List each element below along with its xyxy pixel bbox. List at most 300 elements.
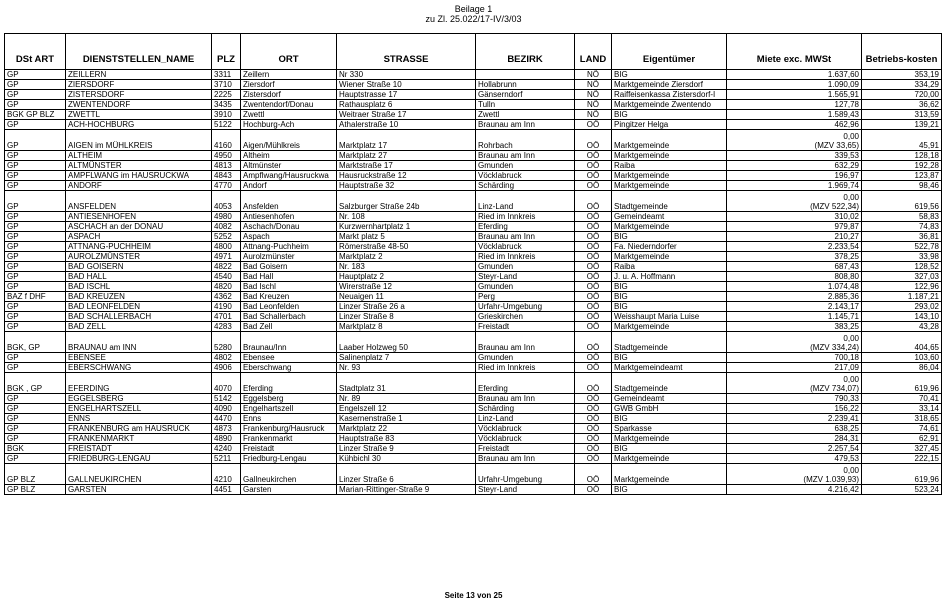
dienststelle-name-cell: FREISTADT <box>66 444 212 454</box>
land-cell: NÖ <box>575 100 612 110</box>
eigentuemer-cell: Marktgemeinde <box>612 252 727 262</box>
miete-cell: 1.074,48 <box>727 282 862 292</box>
dst-art-cell: GP <box>5 363 66 373</box>
dst-art-cell: GP <box>5 191 66 212</box>
ort-cell: Frankenmarkt <box>241 434 337 444</box>
table-row <box>5 322 942 332</box>
plz-cell: 3910 <box>212 110 241 120</box>
bezirk-cell: Vöcklabruck <box>476 424 575 434</box>
miete-cell: 632,29 <box>727 161 862 171</box>
table-row <box>5 363 942 373</box>
dienststelle-name-cell: FRIEDBURG-LENGAU <box>66 454 212 464</box>
betriebskosten-cell: 293,02 <box>862 302 942 312</box>
strasse-cell: Hauptstrasse 17 <box>337 90 476 100</box>
miete-cell: 979,87 <box>727 222 862 232</box>
land-cell: OÖ <box>575 191 612 212</box>
land-cell: OÖ <box>575 363 612 373</box>
miete-cell <box>727 130 862 151</box>
dienststelle-name-cell: ALTHEIM <box>66 151 212 161</box>
column-header-bezirk: BEZIRK <box>476 34 575 70</box>
dst-art-cell: GP <box>5 414 66 424</box>
land-cell: OÖ <box>575 454 612 464</box>
plz-cell: 4283 <box>212 322 241 332</box>
miete-cell: 1.589,43 <box>727 110 862 120</box>
bezirk-cell: Eferding <box>476 373 575 394</box>
land-cell: NÖ <box>575 70 612 80</box>
land-cell: OÖ <box>575 424 612 434</box>
strasse-cell: Rathausplatz 6 <box>337 100 476 110</box>
betriebskosten-cell: 128,18 <box>862 151 942 161</box>
strasse-cell: Nr. 89 <box>337 394 476 404</box>
column-header-eigentuemer: Eigentümer <box>612 34 727 70</box>
dst-art-cell: GP <box>5 151 66 161</box>
table-row <box>5 90 942 100</box>
miete-cell: 284,31 <box>727 434 862 444</box>
bezirk-cell: Rohrbach <box>476 130 575 151</box>
bezirk-cell: Freistadt <box>476 444 575 454</box>
miete-cell: 217,09 <box>727 363 862 373</box>
strasse-cell: Nr. 93 <box>337 363 476 373</box>
dienststelle-name-cell: ZWETTL <box>66 110 212 120</box>
miete-cell: 2.143,17 <box>727 302 862 312</box>
strasse-cell: Laaber Holzweg 50 <box>337 332 476 353</box>
miete-cell: 310,02 <box>727 212 862 222</box>
miete-cell: 2.239,41 <box>727 414 862 424</box>
dienststelle-name-cell: FRANKENMARKT <box>66 434 212 444</box>
bezirk-cell: Braunau am Inn <box>476 120 575 130</box>
plz-cell: 4813 <box>212 161 241 171</box>
dienststelle-name-cell: ZISTERSDORF <box>66 90 212 100</box>
dienststelle-name-cell: BAD GOISERN <box>66 262 212 272</box>
bezirk-cell: Grieskirchen <box>476 312 575 322</box>
column-header-ort: ORT <box>241 34 337 70</box>
ort-cell: Zwettl <box>241 110 337 120</box>
ort-cell: Zistersdorf <box>241 90 337 100</box>
land-cell: OÖ <box>575 171 612 181</box>
plz-cell: 4240 <box>212 444 241 454</box>
dst-art-cell: GP <box>5 454 66 464</box>
betriebskosten-cell: 619,96 <box>862 464 942 485</box>
table-row <box>5 332 942 353</box>
plz-cell: 3435 <box>212 100 241 110</box>
eigentuemer-cell: BIG <box>612 485 727 495</box>
table-header-row <box>5 34 942 70</box>
dst-art-cell: GP <box>5 312 66 322</box>
land-cell: OÖ <box>575 373 612 394</box>
betriebskosten-cell: 122,96 <box>862 282 942 292</box>
mzv-value: (MZV 734,07) <box>810 384 859 393</box>
table-row <box>5 80 942 90</box>
plz-cell: 2225 <box>212 90 241 100</box>
dst-art-cell: GP <box>5 80 66 90</box>
land-cell: OÖ <box>575 272 612 282</box>
dienststelle-name-cell: ASPACH <box>66 232 212 242</box>
table-row <box>5 424 942 434</box>
land-cell: OÖ <box>575 181 612 191</box>
eigentuemer-cell: Marktgemeinde <box>612 464 727 485</box>
eigentuemer-cell: Marktgemeinde <box>612 322 727 332</box>
dienststelle-name-cell: ANTIESENHOFEN <box>66 212 212 222</box>
miete-cell: 2.257,54 <box>727 444 862 454</box>
betriebskosten-cell: 123,87 <box>862 171 942 181</box>
betriebskosten-cell: 143,10 <box>862 312 942 322</box>
dst-art-cell: GP <box>5 322 66 332</box>
ort-cell: Gallneukirchen <box>241 464 337 485</box>
ort-cell: Freistadt <box>241 444 337 454</box>
strasse-cell: Athalerstraße 10 <box>337 120 476 130</box>
column-header-betriebskosten-text: Betriebs-kosten <box>865 54 938 65</box>
betriebskosten-cell: 103,60 <box>862 353 942 363</box>
ort-cell: Attnang-Puchheim <box>241 242 337 252</box>
dst-art-cell: GP <box>5 404 66 414</box>
strasse-cell: Hauptstraße 83 <box>337 434 476 444</box>
plz-cell: 4906 <box>212 363 241 373</box>
plz-cell: 4980 <box>212 212 241 222</box>
bezirk-cell: Gmunden <box>476 161 575 171</box>
plz-cell: 4873 <box>212 424 241 434</box>
betriebskosten-cell: 70,41 <box>862 394 942 404</box>
ort-cell: Bad Ischl <box>241 282 337 292</box>
betriebskosten-cell: 318,65 <box>862 414 942 424</box>
land-cell: NÖ <box>575 110 612 120</box>
strasse-cell: Nr. 183 <box>337 262 476 272</box>
dienststelle-name-cell: ENNS <box>66 414 212 424</box>
dienststelle-name-cell: BRAUNAU am INN <box>66 332 212 353</box>
betriebskosten-cell: 334,29 <box>862 80 942 90</box>
table-row <box>5 302 942 312</box>
eigentuemer-cell: Marktgemeinde Zwentendo <box>612 100 727 110</box>
bezirk-cell: Eferding <box>476 222 575 232</box>
eigentuemer-cell: BIG <box>612 282 727 292</box>
bezirk-cell: Gmunden <box>476 282 575 292</box>
plz-cell: 4451 <box>212 485 241 495</box>
dienststelle-name-cell: BAD LEONFELDEN <box>66 302 212 312</box>
strasse-cell: Römerstraße 48-50 <box>337 242 476 252</box>
miete-value: 0,00 <box>843 193 859 202</box>
strasse-cell: Kasernenstraße 1 <box>337 414 476 424</box>
strasse-cell: Marktplatz 2 <box>337 252 476 262</box>
land-cell: OÖ <box>575 464 612 485</box>
miete-cell: 808,80 <box>727 272 862 282</box>
eigentuemer-cell: Stadtgemeinde <box>612 191 727 212</box>
betriebskosten-cell: 45,91 <box>862 130 942 151</box>
table-row <box>5 312 942 322</box>
column-header-betriebskosten <box>862 34 942 70</box>
strasse-cell: Weitraer Straße 17 <box>337 110 476 120</box>
miete-value: 0,00 <box>843 334 859 343</box>
plz-cell: 4082 <box>212 222 241 232</box>
miete-cell: 383,25 <box>727 322 862 332</box>
plz-cell: 4540 <box>212 272 241 282</box>
miete-cell: 1.637,60 <box>727 70 862 80</box>
plz-cell: 4950 <box>212 151 241 161</box>
bezirk-cell: Urfahr-Umgebung <box>476 302 575 312</box>
dst-art-cell: GP <box>5 161 66 171</box>
dst-art-cell: GP <box>5 394 66 404</box>
plz-cell: 4053 <box>212 191 241 212</box>
land-cell: OÖ <box>575 282 612 292</box>
land-cell: OÖ <box>575 353 612 363</box>
bezirk-cell: Braunau am Inn <box>476 232 575 242</box>
column-header-plz: PLZ <box>212 34 241 70</box>
eigentuemer-cell: Sparkasse <box>612 424 727 434</box>
dst-art-cell: GP <box>5 130 66 151</box>
land-cell: OÖ <box>575 262 612 272</box>
bezirk-cell: Linz-Land <box>476 414 575 424</box>
table-row <box>5 272 942 282</box>
eigentuemer-cell: Marktgemeinde <box>612 181 727 191</box>
plz-cell: 3311 <box>212 70 241 80</box>
betriebskosten-cell: 222,15 <box>862 454 942 464</box>
miete-cell: 462,96 <box>727 120 862 130</box>
dienststelle-name-cell: ZWENTENDORF <box>66 100 212 110</box>
table-row <box>5 212 942 222</box>
dst-art-cell: BGK , GP <box>5 373 66 394</box>
bezirk-cell: Tulln <box>476 100 575 110</box>
dst-art-cell: GP BLZ <box>5 464 66 485</box>
eigentuemer-cell: BIG <box>612 353 727 363</box>
land-cell: OÖ <box>575 404 612 414</box>
betriebskosten-cell: 523,24 <box>862 485 942 495</box>
dst-art-cell: GP <box>5 100 66 110</box>
dienststelle-name-cell: AIGEN im MÜHLKREIS <box>66 130 212 151</box>
table-row <box>5 100 942 110</box>
land-cell: OÖ <box>575 161 612 171</box>
bezirk-cell: Gmunden <box>476 262 575 272</box>
ort-cell: Ebensee <box>241 353 337 363</box>
strasse-cell: Linzer Straße 26 a <box>337 302 476 312</box>
betriebskosten-cell: 36,62 <box>862 100 942 110</box>
betriebskosten-cell: 327,45 <box>862 444 942 454</box>
betriebskosten-cell: 74,61 <box>862 424 942 434</box>
bezirk-cell: Gmunden <box>476 353 575 363</box>
ort-cell: Enns <box>241 414 337 424</box>
land-cell: OÖ <box>575 485 612 495</box>
plz-cell: 4070 <box>212 373 241 394</box>
eigentuemer-cell: BIG <box>612 70 727 80</box>
ort-cell: Garsten <box>241 485 337 495</box>
mzv-value: (MZV 522,34) <box>810 202 859 211</box>
bezirk-cell: Steyr-Land <box>476 272 575 282</box>
dst-art-cell: BGK GP BLZ <box>5 110 66 120</box>
land-cell: OÖ <box>575 322 612 332</box>
eigentuemer-cell: BIG <box>612 110 727 120</box>
miete-cell: 378,25 <box>727 252 862 262</box>
strasse-cell: Marktplatz 8 <box>337 322 476 332</box>
strasse-cell: Marktplatz 27 <box>337 151 476 161</box>
land-cell: OÖ <box>575 151 612 161</box>
ort-cell: Bad Kreuzen <box>241 292 337 302</box>
dst-art-cell: GP BLZ <box>5 485 66 495</box>
betriebskosten-cell: 192,28 <box>862 161 942 171</box>
miete-cell: 127,78 <box>727 100 862 110</box>
table-row <box>5 282 942 292</box>
betriebskosten-cell: 128,52 <box>862 262 942 272</box>
land-cell: OÖ <box>575 332 612 353</box>
ort-cell: Ampflwang/Hausruckwa <box>241 171 337 181</box>
betriebskosten-cell: 522,78 <box>862 242 942 252</box>
strasse-cell: Salzburger Straße 24b <box>337 191 476 212</box>
strasse-cell: Kurzwernhartplatz 1 <box>337 222 476 232</box>
plz-cell: 4800 <box>212 242 241 252</box>
bezirk-cell: Zwettl <box>476 110 575 120</box>
column-header-dienststellen-name: DIENSTSTELLEN_NAME <box>66 34 212 70</box>
plz-cell: 4843 <box>212 171 241 181</box>
miete-cell: 210,27 <box>727 232 862 242</box>
miete-cell: 687,43 <box>727 262 862 272</box>
ort-cell: Antiesenhofen <box>241 212 337 222</box>
miete-cell: 790,33 <box>727 394 862 404</box>
betriebskosten-cell: 58,83 <box>862 212 942 222</box>
table-row <box>5 444 942 454</box>
strasse-cell: Linzer Straße 8 <box>337 312 476 322</box>
betriebskosten-cell: 74,83 <box>862 222 942 232</box>
betriebskosten-cell: 36,81 <box>862 232 942 242</box>
land-cell: OÖ <box>575 252 612 262</box>
eigentuemer-cell: BIG <box>612 292 727 302</box>
bezirk-cell: Ried im Innkreis <box>476 252 575 262</box>
land-cell: OÖ <box>575 414 612 424</box>
miete-cell: 1.090,09 <box>727 80 862 90</box>
plz-cell: 5280 <box>212 332 241 353</box>
plz-cell: 4802 <box>212 353 241 363</box>
dst-art-cell: GP <box>5 232 66 242</box>
dienststelle-name-cell: FRANKENBURG am HAUSRUCK <box>66 424 212 434</box>
eigentuemer-cell: BIG <box>612 414 727 424</box>
land-cell: OÖ <box>575 312 612 322</box>
dst-art-cell: BGK, GP <box>5 332 66 353</box>
dienststelle-name-cell: ATTNANG-PUCHHEIM <box>66 242 212 252</box>
miete-cell: 1.565,91 <box>727 90 862 100</box>
eigentuemer-cell: Stadtgemeinde <box>612 373 727 394</box>
dst-art-cell: GP <box>5 181 66 191</box>
strasse-cell: Hauptstraße 32 <box>337 181 476 191</box>
ort-cell: Aigen/Mühlkreis <box>241 130 337 151</box>
ort-cell: Zwentendorf/Donau <box>241 100 337 110</box>
bezirk-cell: Vöcklabruck <box>476 171 575 181</box>
bezirk-cell: Braunau am Inn <box>476 394 575 404</box>
ort-cell: Ziersdorf <box>241 80 337 90</box>
eigentuemer-cell: Stadtgemeinde <box>612 332 727 353</box>
bezirk-cell: Freistadt <box>476 322 575 332</box>
plz-cell: 4820 <box>212 282 241 292</box>
table-row <box>5 404 942 414</box>
dst-art-cell: GP <box>5 212 66 222</box>
dienststelle-name-cell: AMPFLWANG im HAUSRUCKWA <box>66 171 212 181</box>
eigentuemer-cell: Pingitzer Helga <box>612 120 727 130</box>
strasse-cell: Wiener Straße 10 <box>337 80 476 90</box>
ort-cell: Altmünster <box>241 161 337 171</box>
bezirk-cell: Ried im Innkreis <box>476 363 575 373</box>
eigentuemer-cell: Raiba <box>612 262 727 272</box>
miete-cell: 1.145,71 <box>727 312 862 322</box>
eigentuemer-cell: Raiffeisenkassa Zistersdorf-I <box>612 90 727 100</box>
ort-cell: Aspach <box>241 232 337 242</box>
eigentuemer-cell: Marktgemeinde <box>612 222 727 232</box>
strasse-cell: Engelszell 12 <box>337 404 476 414</box>
table-row <box>5 434 942 444</box>
plz-cell: 5142 <box>212 394 241 404</box>
ort-cell: Bad Zell <box>241 322 337 332</box>
dienststelle-name-cell: BAD SCHALLERBACH <box>66 312 212 322</box>
dienststelle-name-cell: ALTMÜNSTER <box>66 161 212 171</box>
strasse-cell: Salinenplatz 7 <box>337 353 476 363</box>
dienststelle-name-cell: ZIERSDORF <box>66 80 212 90</box>
dst-art-cell: GP <box>5 424 66 434</box>
eigentuemer-cell: Weisshaupt Maria Luise <box>612 312 727 322</box>
dienststelle-name-cell: ASCHACH an der DONAU <box>66 222 212 232</box>
strasse-cell: Hausruckstraße 12 <box>337 171 476 181</box>
betriebskosten-cell: 619,56 <box>862 191 942 212</box>
betriebskosten-cell: 619,96 <box>862 373 942 394</box>
bezirk-cell: Schärding <box>476 181 575 191</box>
betriebskosten-cell: 43,28 <box>862 322 942 332</box>
mzv-value: (MZV 1.039,93) <box>803 475 859 484</box>
dst-art-cell: GP <box>5 262 66 272</box>
dienststelle-name-cell: EBERSCHWANG <box>66 363 212 373</box>
bezirk-cell: Braunau am Inn <box>476 151 575 161</box>
dienststelle-name-cell: BAD HALL <box>66 272 212 282</box>
column-header-miete: Miete exc. MWSt <box>727 34 862 70</box>
plz-cell: 3710 <box>212 80 241 90</box>
betriebskosten-cell: 404,65 <box>862 332 942 353</box>
strasse-cell: Linzer Straße 9 <box>337 444 476 454</box>
miete-cell <box>727 191 862 212</box>
betriebskosten-cell: 720,00 <box>862 90 942 100</box>
mzv-value: (MZV 33,65) <box>814 141 859 150</box>
table-row <box>5 242 942 252</box>
table-row <box>5 70 942 80</box>
ort-cell: Braunau/Inn <box>241 332 337 353</box>
ort-cell: Frankenburg/Hausruck <box>241 424 337 434</box>
miete-cell: 2.885,36 <box>727 292 862 302</box>
plz-cell: 4090 <box>212 404 241 414</box>
dst-art-cell: BGK <box>5 444 66 454</box>
table-row <box>5 373 942 394</box>
ort-cell: Eferding <box>241 373 337 394</box>
column-header-strasse: STRASSE <box>337 34 476 70</box>
bezirk-cell: Linz-Land <box>476 191 575 212</box>
reference-number: zu Zl. 25.022/17-IV/3/03 <box>425 14 522 24</box>
ort-cell: Eggelsberg <box>241 394 337 404</box>
strasse-cell: Marktplatz 17 <box>337 130 476 151</box>
ort-cell: Aschach/Donau <box>241 222 337 232</box>
plz-cell: 4701 <box>212 312 241 322</box>
land-cell: OÖ <box>575 434 612 444</box>
ort-cell: Engelhartszell <box>241 404 337 414</box>
land-cell: OÖ <box>575 232 612 242</box>
eigentuemer-cell: Marktgemeinde <box>612 454 727 464</box>
plz-cell: 4190 <box>212 302 241 312</box>
table-row <box>5 353 942 363</box>
bezirk-cell: Braunau am Inn <box>476 454 575 464</box>
strasse-cell: Markt platz 5 <box>337 232 476 242</box>
bezirk-cell: Gänserndorf <box>476 90 575 100</box>
strasse-cell: Hauptplatz 2 <box>337 272 476 282</box>
strasse-cell: Nr 330 <box>337 70 476 80</box>
land-cell: OÖ <box>575 242 612 252</box>
eigentuemer-cell: Marktgemeinde Ziersdorf <box>612 80 727 90</box>
dst-art-cell: GP <box>5 272 66 282</box>
ort-cell: Andorf <box>241 181 337 191</box>
strasse-cell: Neuaigen 11 <box>337 292 476 302</box>
dienststelle-name-cell: EFERDING <box>66 373 212 394</box>
land-cell: OÖ <box>575 444 612 454</box>
bezirk-cell <box>476 70 575 80</box>
dienststelle-name-cell: ENGELHARTSZELL <box>66 404 212 414</box>
dst-art-cell: GP <box>5 434 66 444</box>
miete-cell: 4.216,42 <box>727 485 862 495</box>
